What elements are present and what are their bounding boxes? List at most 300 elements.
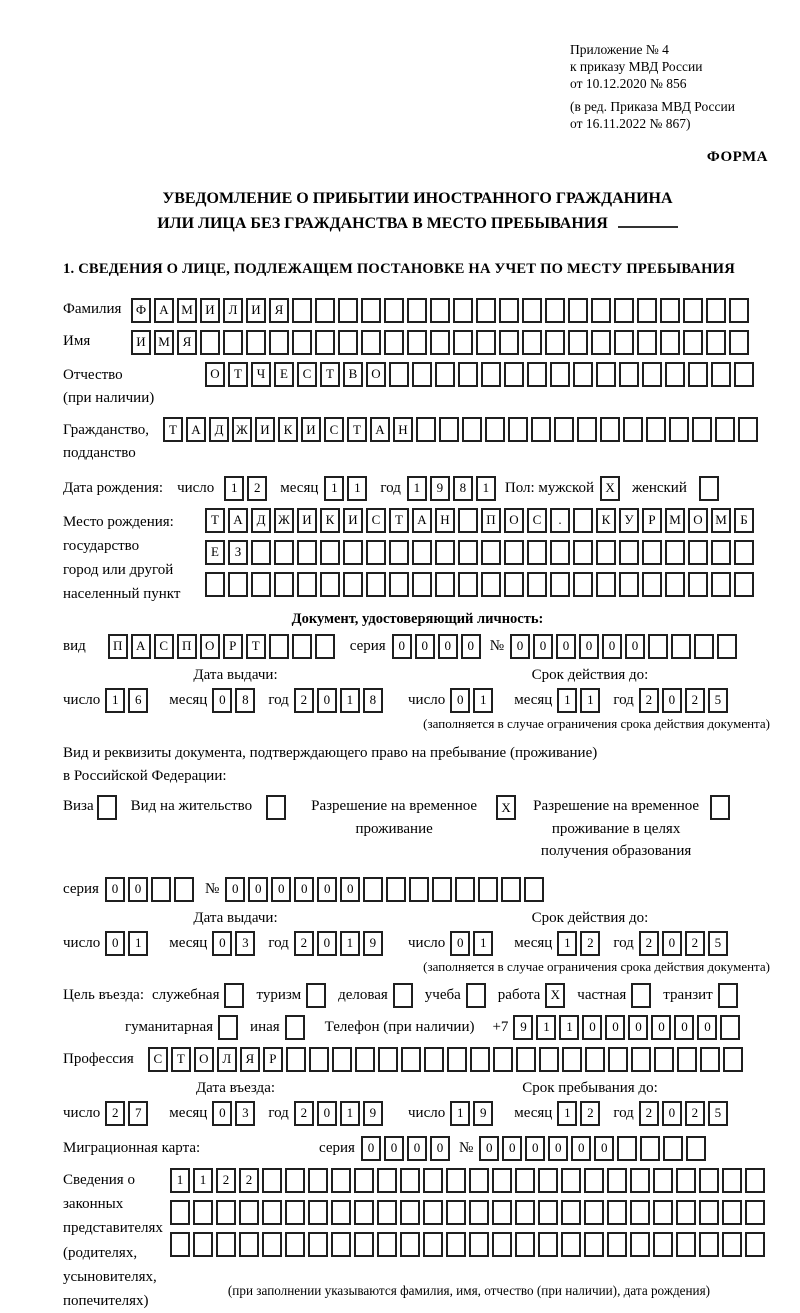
char-cell[interactable] <box>539 1047 559 1072</box>
char-cell[interactable] <box>274 540 294 565</box>
char-cell[interactable]: 0 <box>533 634 553 659</box>
char-cell[interactable]: 9 <box>430 476 450 501</box>
char-cell[interactable] <box>623 417 643 442</box>
char-cell[interactable] <box>653 1168 673 1193</box>
char-cell[interactable] <box>699 1200 719 1225</box>
char-cell[interactable] <box>646 417 666 442</box>
char-cell[interactable] <box>600 417 620 442</box>
char-cell[interactable] <box>492 1232 512 1257</box>
char-cell[interactable] <box>151 877 171 902</box>
char-cell[interactable]: 9 <box>363 1101 383 1126</box>
char-cell[interactable]: 0 <box>212 931 232 956</box>
char-cell[interactable] <box>251 572 271 597</box>
char-cell[interactable] <box>501 877 521 902</box>
char-cell[interactable]: 0 <box>602 634 622 659</box>
char-cell[interactable] <box>538 1200 558 1225</box>
char-cell[interactable]: 0 <box>628 1015 648 1040</box>
char-cell[interactable] <box>688 362 708 387</box>
form-number-blank[interactable] <box>618 210 678 228</box>
char-cell[interactable]: 2 <box>294 931 314 956</box>
char-cell[interactable]: 0 <box>662 1101 682 1126</box>
char-cell[interactable]: 7 <box>128 1101 148 1126</box>
char-cell[interactable]: У <box>619 508 639 533</box>
char-cell[interactable] <box>412 572 432 597</box>
char-cell[interactable] <box>515 1200 535 1225</box>
char-cell[interactable] <box>524 877 544 902</box>
char-cell[interactable]: Д <box>251 508 271 533</box>
char-cell[interactable]: 9 <box>363 931 383 956</box>
char-cell[interactable] <box>354 1200 374 1225</box>
char-cell[interactable]: Я <box>240 1047 260 1072</box>
char-cell[interactable] <box>377 1168 397 1193</box>
char-cell[interactable] <box>478 877 498 902</box>
char-cell[interactable] <box>573 508 593 533</box>
char-cell[interactable] <box>292 298 312 323</box>
char-cell[interactable] <box>458 540 478 565</box>
char-cell[interactable]: О <box>504 508 524 533</box>
char-cell[interactable] <box>286 1047 306 1072</box>
char-cell[interactable] <box>363 877 383 902</box>
char-cell[interactable] <box>527 572 547 597</box>
char-cell[interactable] <box>619 572 639 597</box>
char-cell[interactable] <box>663 1136 683 1161</box>
char-cell[interactable]: С <box>148 1047 168 1072</box>
char-cell[interactable] <box>711 572 731 597</box>
char-cell[interactable]: 0 <box>128 877 148 902</box>
char-cell[interactable]: 0 <box>461 634 481 659</box>
char-cell[interactable]: 1 <box>324 476 344 501</box>
char-cell[interactable] <box>614 330 634 355</box>
char-cell[interactable] <box>527 540 547 565</box>
char-cell[interactable]: С <box>527 508 547 533</box>
char-cell[interactable] <box>640 1136 660 1161</box>
char-cell[interactable] <box>378 1047 398 1072</box>
char-cell[interactable] <box>216 1232 236 1257</box>
char-cell[interactable]: 1 <box>473 688 493 713</box>
char-cell[interactable] <box>545 298 565 323</box>
char-cell[interactable]: Я <box>269 298 289 323</box>
char-cell[interactable] <box>331 1168 351 1193</box>
char-cell[interactable]: 1 <box>450 1101 470 1126</box>
char-cell[interactable] <box>338 298 358 323</box>
char-cell[interactable]: 0 <box>450 931 470 956</box>
char-cell[interactable] <box>591 330 611 355</box>
char-cell[interactable]: 2 <box>216 1168 236 1193</box>
char-cell[interactable]: П <box>177 634 197 659</box>
char-cell[interactable] <box>481 540 501 565</box>
char-cell[interactable] <box>239 1232 259 1257</box>
char-cell[interactable] <box>246 330 266 355</box>
char-cell[interactable]: 1 <box>170 1168 190 1193</box>
char-cell[interactable] <box>239 1200 259 1225</box>
char-cell[interactable] <box>630 1200 650 1225</box>
char-cell[interactable] <box>538 1232 558 1257</box>
char-cell[interactable]: М <box>177 298 197 323</box>
char-cell[interactable]: 0 <box>407 1136 427 1161</box>
char-cell[interactable] <box>338 330 358 355</box>
char-cell[interactable]: Я <box>177 330 197 355</box>
char-cell[interactable] <box>308 1232 328 1257</box>
char-cell[interactable] <box>504 572 524 597</box>
char-cell[interactable] <box>446 1232 466 1257</box>
purpose-official-checkbox[interactable] <box>224 983 244 1008</box>
char-cell[interactable] <box>412 540 432 565</box>
char-cell[interactable] <box>720 1015 740 1040</box>
residence-permit-checkbox[interactable] <box>266 795 286 820</box>
char-cell[interactable]: 3 <box>235 1101 255 1126</box>
char-cell[interactable]: 0 <box>510 634 530 659</box>
char-cell[interactable]: 0 <box>248 877 268 902</box>
char-cell[interactable]: 8 <box>453 476 473 501</box>
char-cell[interactable]: 1 <box>536 1015 556 1040</box>
char-cell[interactable] <box>412 362 432 387</box>
char-cell[interactable] <box>584 1168 604 1193</box>
char-cell[interactable] <box>619 362 639 387</box>
char-cell[interactable] <box>745 1232 765 1257</box>
char-cell[interactable] <box>424 1047 444 1072</box>
char-cell[interactable]: 0 <box>605 1015 625 1040</box>
char-cell[interactable]: Е <box>205 540 225 565</box>
char-cell[interactable]: Л <box>223 298 243 323</box>
char-cell[interactable] <box>384 298 404 323</box>
char-cell[interactable] <box>573 572 593 597</box>
char-cell[interactable] <box>297 540 317 565</box>
char-cell[interactable]: 1 <box>580 688 600 713</box>
char-cell[interactable] <box>573 362 593 387</box>
char-cell[interactable] <box>493 1047 513 1072</box>
char-cell[interactable]: 1 <box>559 1015 579 1040</box>
purpose-other-checkbox[interactable] <box>285 1015 305 1040</box>
char-cell[interactable]: 1 <box>557 1101 577 1126</box>
char-cell[interactable]: И <box>131 330 151 355</box>
char-cell[interactable]: О <box>205 362 225 387</box>
char-cell[interactable]: Ж <box>274 508 294 533</box>
char-cell[interactable] <box>584 1232 604 1257</box>
char-cell[interactable] <box>435 362 455 387</box>
char-cell[interactable] <box>596 362 616 387</box>
char-cell[interactable] <box>455 877 475 902</box>
char-cell[interactable]: Е <box>274 362 294 387</box>
char-cell[interactable] <box>550 540 570 565</box>
char-cell[interactable] <box>389 540 409 565</box>
char-cell[interactable]: 2 <box>105 1101 125 1126</box>
purpose-humanitarian-checkbox[interactable] <box>218 1015 238 1040</box>
char-cell[interactable]: 0 <box>438 634 458 659</box>
purpose-business-checkbox[interactable] <box>393 983 413 1008</box>
char-cell[interactable] <box>677 1047 697 1072</box>
char-cell[interactable] <box>485 417 505 442</box>
char-cell[interactable] <box>723 1047 743 1072</box>
char-cell[interactable] <box>269 330 289 355</box>
char-cell[interactable] <box>430 330 450 355</box>
char-cell[interactable]: 0 <box>415 634 435 659</box>
char-cell[interactable]: 6 <box>128 688 148 713</box>
char-cell[interactable] <box>706 330 726 355</box>
char-cell[interactable]: И <box>297 508 317 533</box>
char-cell[interactable] <box>193 1232 213 1257</box>
char-cell[interactable]: 1 <box>193 1168 213 1193</box>
char-cell[interactable] <box>262 1232 282 1257</box>
char-cell[interactable]: 1 <box>340 688 360 713</box>
char-cell[interactable] <box>683 330 703 355</box>
char-cell[interactable] <box>577 417 597 442</box>
char-cell[interactable]: 1 <box>128 931 148 956</box>
char-cell[interactable]: Т <box>171 1047 191 1072</box>
char-cell[interactable] <box>660 298 680 323</box>
char-cell[interactable]: Ж <box>232 417 252 442</box>
char-cell[interactable] <box>400 1200 420 1225</box>
char-cell[interactable] <box>637 298 657 323</box>
char-cell[interactable] <box>717 634 737 659</box>
char-cell[interactable] <box>320 540 340 565</box>
char-cell[interactable] <box>676 1200 696 1225</box>
char-cell[interactable]: 0 <box>651 1015 671 1040</box>
char-cell[interactable] <box>642 540 662 565</box>
edu-permit-checkbox[interactable] <box>710 795 730 820</box>
char-cell[interactable] <box>653 1200 673 1225</box>
char-cell[interactable]: И <box>255 417 275 442</box>
char-cell[interactable] <box>297 572 317 597</box>
purpose-private-checkbox[interactable] <box>631 983 651 1008</box>
char-cell[interactable] <box>508 417 528 442</box>
char-cell[interactable]: 2 <box>294 688 314 713</box>
char-cell[interactable] <box>516 1047 536 1072</box>
char-cell[interactable]: 2 <box>580 931 600 956</box>
char-cell[interactable]: А <box>228 508 248 533</box>
char-cell[interactable] <box>648 634 668 659</box>
char-cell[interactable]: 0 <box>430 1136 450 1161</box>
char-cell[interactable]: 0 <box>625 634 645 659</box>
char-cell[interactable] <box>729 330 749 355</box>
char-cell[interactable] <box>223 330 243 355</box>
char-cell[interactable]: М <box>665 508 685 533</box>
char-cell[interactable]: 0 <box>662 931 682 956</box>
sex-female-checkbox[interactable] <box>699 476 719 501</box>
char-cell[interactable]: 0 <box>271 877 291 902</box>
char-cell[interactable]: 0 <box>392 634 412 659</box>
char-cell[interactable]: Ч <box>251 362 271 387</box>
char-cell[interactable] <box>470 1047 490 1072</box>
char-cell[interactable] <box>561 1168 581 1193</box>
char-cell[interactable] <box>531 417 551 442</box>
char-cell[interactable] <box>469 1200 489 1225</box>
sex-male-checkbox[interactable]: X <box>600 476 620 501</box>
char-cell[interactable] <box>671 634 691 659</box>
char-cell[interactable] <box>550 572 570 597</box>
char-cell[interactable]: И <box>246 298 266 323</box>
char-cell[interactable] <box>331 1232 351 1257</box>
char-cell[interactable]: 0 <box>317 931 337 956</box>
char-cell[interactable]: Т <box>228 362 248 387</box>
char-cell[interactable]: 5 <box>708 688 728 713</box>
char-cell[interactable] <box>554 417 574 442</box>
char-cell[interactable]: 1 <box>557 931 577 956</box>
char-cell[interactable] <box>596 572 616 597</box>
char-cell[interactable] <box>377 1232 397 1257</box>
char-cell[interactable]: Т <box>246 634 266 659</box>
char-cell[interactable] <box>699 1232 719 1257</box>
char-cell[interactable] <box>631 1047 651 1072</box>
char-cell[interactable] <box>607 1200 627 1225</box>
char-cell[interactable] <box>343 540 363 565</box>
char-cell[interactable]: П <box>481 508 501 533</box>
char-cell[interactable] <box>722 1232 742 1257</box>
char-cell[interactable]: 0 <box>594 1136 614 1161</box>
char-cell[interactable] <box>654 1047 674 1072</box>
char-cell[interactable]: 1 <box>105 688 125 713</box>
char-cell[interactable]: 2 <box>685 931 705 956</box>
char-cell[interactable] <box>400 1168 420 1193</box>
char-cell[interactable]: 0 <box>212 1101 232 1126</box>
char-cell[interactable]: 2 <box>247 476 267 501</box>
char-cell[interactable]: Т <box>347 417 367 442</box>
char-cell[interactable]: 3 <box>235 931 255 956</box>
char-cell[interactable] <box>416 417 436 442</box>
char-cell[interactable] <box>285 1168 305 1193</box>
char-cell[interactable]: 0 <box>662 688 682 713</box>
char-cell[interactable] <box>228 572 248 597</box>
char-cell[interactable] <box>269 634 289 659</box>
char-cell[interactable] <box>504 362 524 387</box>
char-cell[interactable]: 0 <box>674 1015 694 1040</box>
char-cell[interactable] <box>409 877 429 902</box>
char-cell[interactable]: Н <box>435 508 455 533</box>
char-cell[interactable] <box>343 572 363 597</box>
char-cell[interactable]: С <box>154 634 174 659</box>
char-cell[interactable] <box>469 1232 489 1257</box>
char-cell[interactable] <box>200 330 220 355</box>
char-cell[interactable] <box>453 298 473 323</box>
char-cell[interactable] <box>608 1047 628 1072</box>
char-cell[interactable] <box>481 572 501 597</box>
purpose-study-checkbox[interactable] <box>466 983 486 1008</box>
char-cell[interactable]: 2 <box>239 1168 259 1193</box>
char-cell[interactable] <box>734 362 754 387</box>
char-cell[interactable]: 2 <box>685 1101 705 1126</box>
char-cell[interactable]: Н <box>393 417 413 442</box>
char-cell[interactable] <box>476 330 496 355</box>
char-cell[interactable]: К <box>278 417 298 442</box>
char-cell[interactable] <box>642 572 662 597</box>
purpose-tourism-checkbox[interactable] <box>306 983 326 1008</box>
char-cell[interactable] <box>423 1168 443 1193</box>
char-cell[interactable]: Т <box>163 417 183 442</box>
char-cell[interactable] <box>481 362 501 387</box>
char-cell[interactable] <box>447 1047 467 1072</box>
char-cell[interactable]: . <box>550 508 570 533</box>
char-cell[interactable] <box>676 1168 696 1193</box>
char-cell[interactable]: Р <box>223 634 243 659</box>
char-cell[interactable] <box>331 1200 351 1225</box>
char-cell[interactable] <box>545 330 565 355</box>
char-cell[interactable]: К <box>596 508 616 533</box>
char-cell[interactable] <box>407 330 427 355</box>
char-cell[interactable] <box>562 1047 582 1072</box>
char-cell[interactable] <box>515 1232 535 1257</box>
char-cell[interactable] <box>315 298 335 323</box>
char-cell[interactable]: 9 <box>513 1015 533 1040</box>
char-cell[interactable] <box>515 1168 535 1193</box>
char-cell[interactable] <box>453 330 473 355</box>
char-cell[interactable] <box>630 1168 650 1193</box>
char-cell[interactable] <box>430 298 450 323</box>
char-cell[interactable]: З <box>228 540 248 565</box>
char-cell[interactable] <box>174 877 194 902</box>
char-cell[interactable] <box>274 572 294 597</box>
char-cell[interactable]: 0 <box>579 634 599 659</box>
char-cell[interactable] <box>285 1232 305 1257</box>
char-cell[interactable] <box>315 330 335 355</box>
char-cell[interactable]: 0 <box>450 688 470 713</box>
char-cell[interactable] <box>308 1168 328 1193</box>
char-cell[interactable] <box>435 572 455 597</box>
char-cell[interactable] <box>591 298 611 323</box>
char-cell[interactable]: О <box>200 634 220 659</box>
char-cell[interactable] <box>617 1136 637 1161</box>
char-cell[interactable]: Т <box>320 362 340 387</box>
char-cell[interactable] <box>711 540 731 565</box>
char-cell[interactable]: 2 <box>580 1101 600 1126</box>
char-cell[interactable] <box>745 1200 765 1225</box>
char-cell[interactable] <box>401 1047 421 1072</box>
char-cell[interactable] <box>499 298 519 323</box>
char-cell[interactable]: 0 <box>384 1136 404 1161</box>
char-cell[interactable]: И <box>200 298 220 323</box>
char-cell[interactable] <box>423 1200 443 1225</box>
char-cell[interactable]: 0 <box>294 877 314 902</box>
char-cell[interactable] <box>446 1168 466 1193</box>
char-cell[interactable] <box>665 540 685 565</box>
char-cell[interactable]: В <box>343 362 363 387</box>
char-cell[interactable] <box>354 1232 374 1257</box>
char-cell[interactable]: И <box>343 508 363 533</box>
char-cell[interactable] <box>366 540 386 565</box>
char-cell[interactable] <box>170 1232 190 1257</box>
purpose-transit-checkbox[interactable] <box>718 983 738 1008</box>
char-cell[interactable]: 0 <box>361 1136 381 1161</box>
char-cell[interactable] <box>292 330 312 355</box>
char-cell[interactable]: 0 <box>317 877 337 902</box>
char-cell[interactable]: 2 <box>639 1101 659 1126</box>
char-cell[interactable]: О <box>688 508 708 533</box>
char-cell[interactable]: 1 <box>407 476 427 501</box>
char-cell[interactable] <box>458 572 478 597</box>
char-cell[interactable]: Б <box>734 508 754 533</box>
char-cell[interactable]: 0 <box>556 634 576 659</box>
char-cell[interactable] <box>308 1200 328 1225</box>
char-cell[interactable]: П <box>108 634 128 659</box>
char-cell[interactable] <box>386 877 406 902</box>
char-cell[interactable] <box>400 1232 420 1257</box>
char-cell[interactable]: 0 <box>479 1136 499 1161</box>
char-cell[interactable]: Т <box>205 508 225 533</box>
char-cell[interactable]: К <box>320 508 340 533</box>
char-cell[interactable] <box>711 362 731 387</box>
char-cell[interactable] <box>292 634 312 659</box>
char-cell[interactable] <box>665 362 685 387</box>
char-cell[interactable] <box>561 1200 581 1225</box>
char-cell[interactable] <box>332 1047 352 1072</box>
char-cell[interactable] <box>407 298 427 323</box>
char-cell[interactable]: 0 <box>571 1136 591 1161</box>
char-cell[interactable]: Т <box>389 508 409 533</box>
char-cell[interactable] <box>585 1047 605 1072</box>
char-cell[interactable]: Д <box>209 417 229 442</box>
char-cell[interactable]: 2 <box>685 688 705 713</box>
char-cell[interactable] <box>669 417 689 442</box>
char-cell[interactable] <box>389 572 409 597</box>
char-cell[interactable] <box>619 540 639 565</box>
